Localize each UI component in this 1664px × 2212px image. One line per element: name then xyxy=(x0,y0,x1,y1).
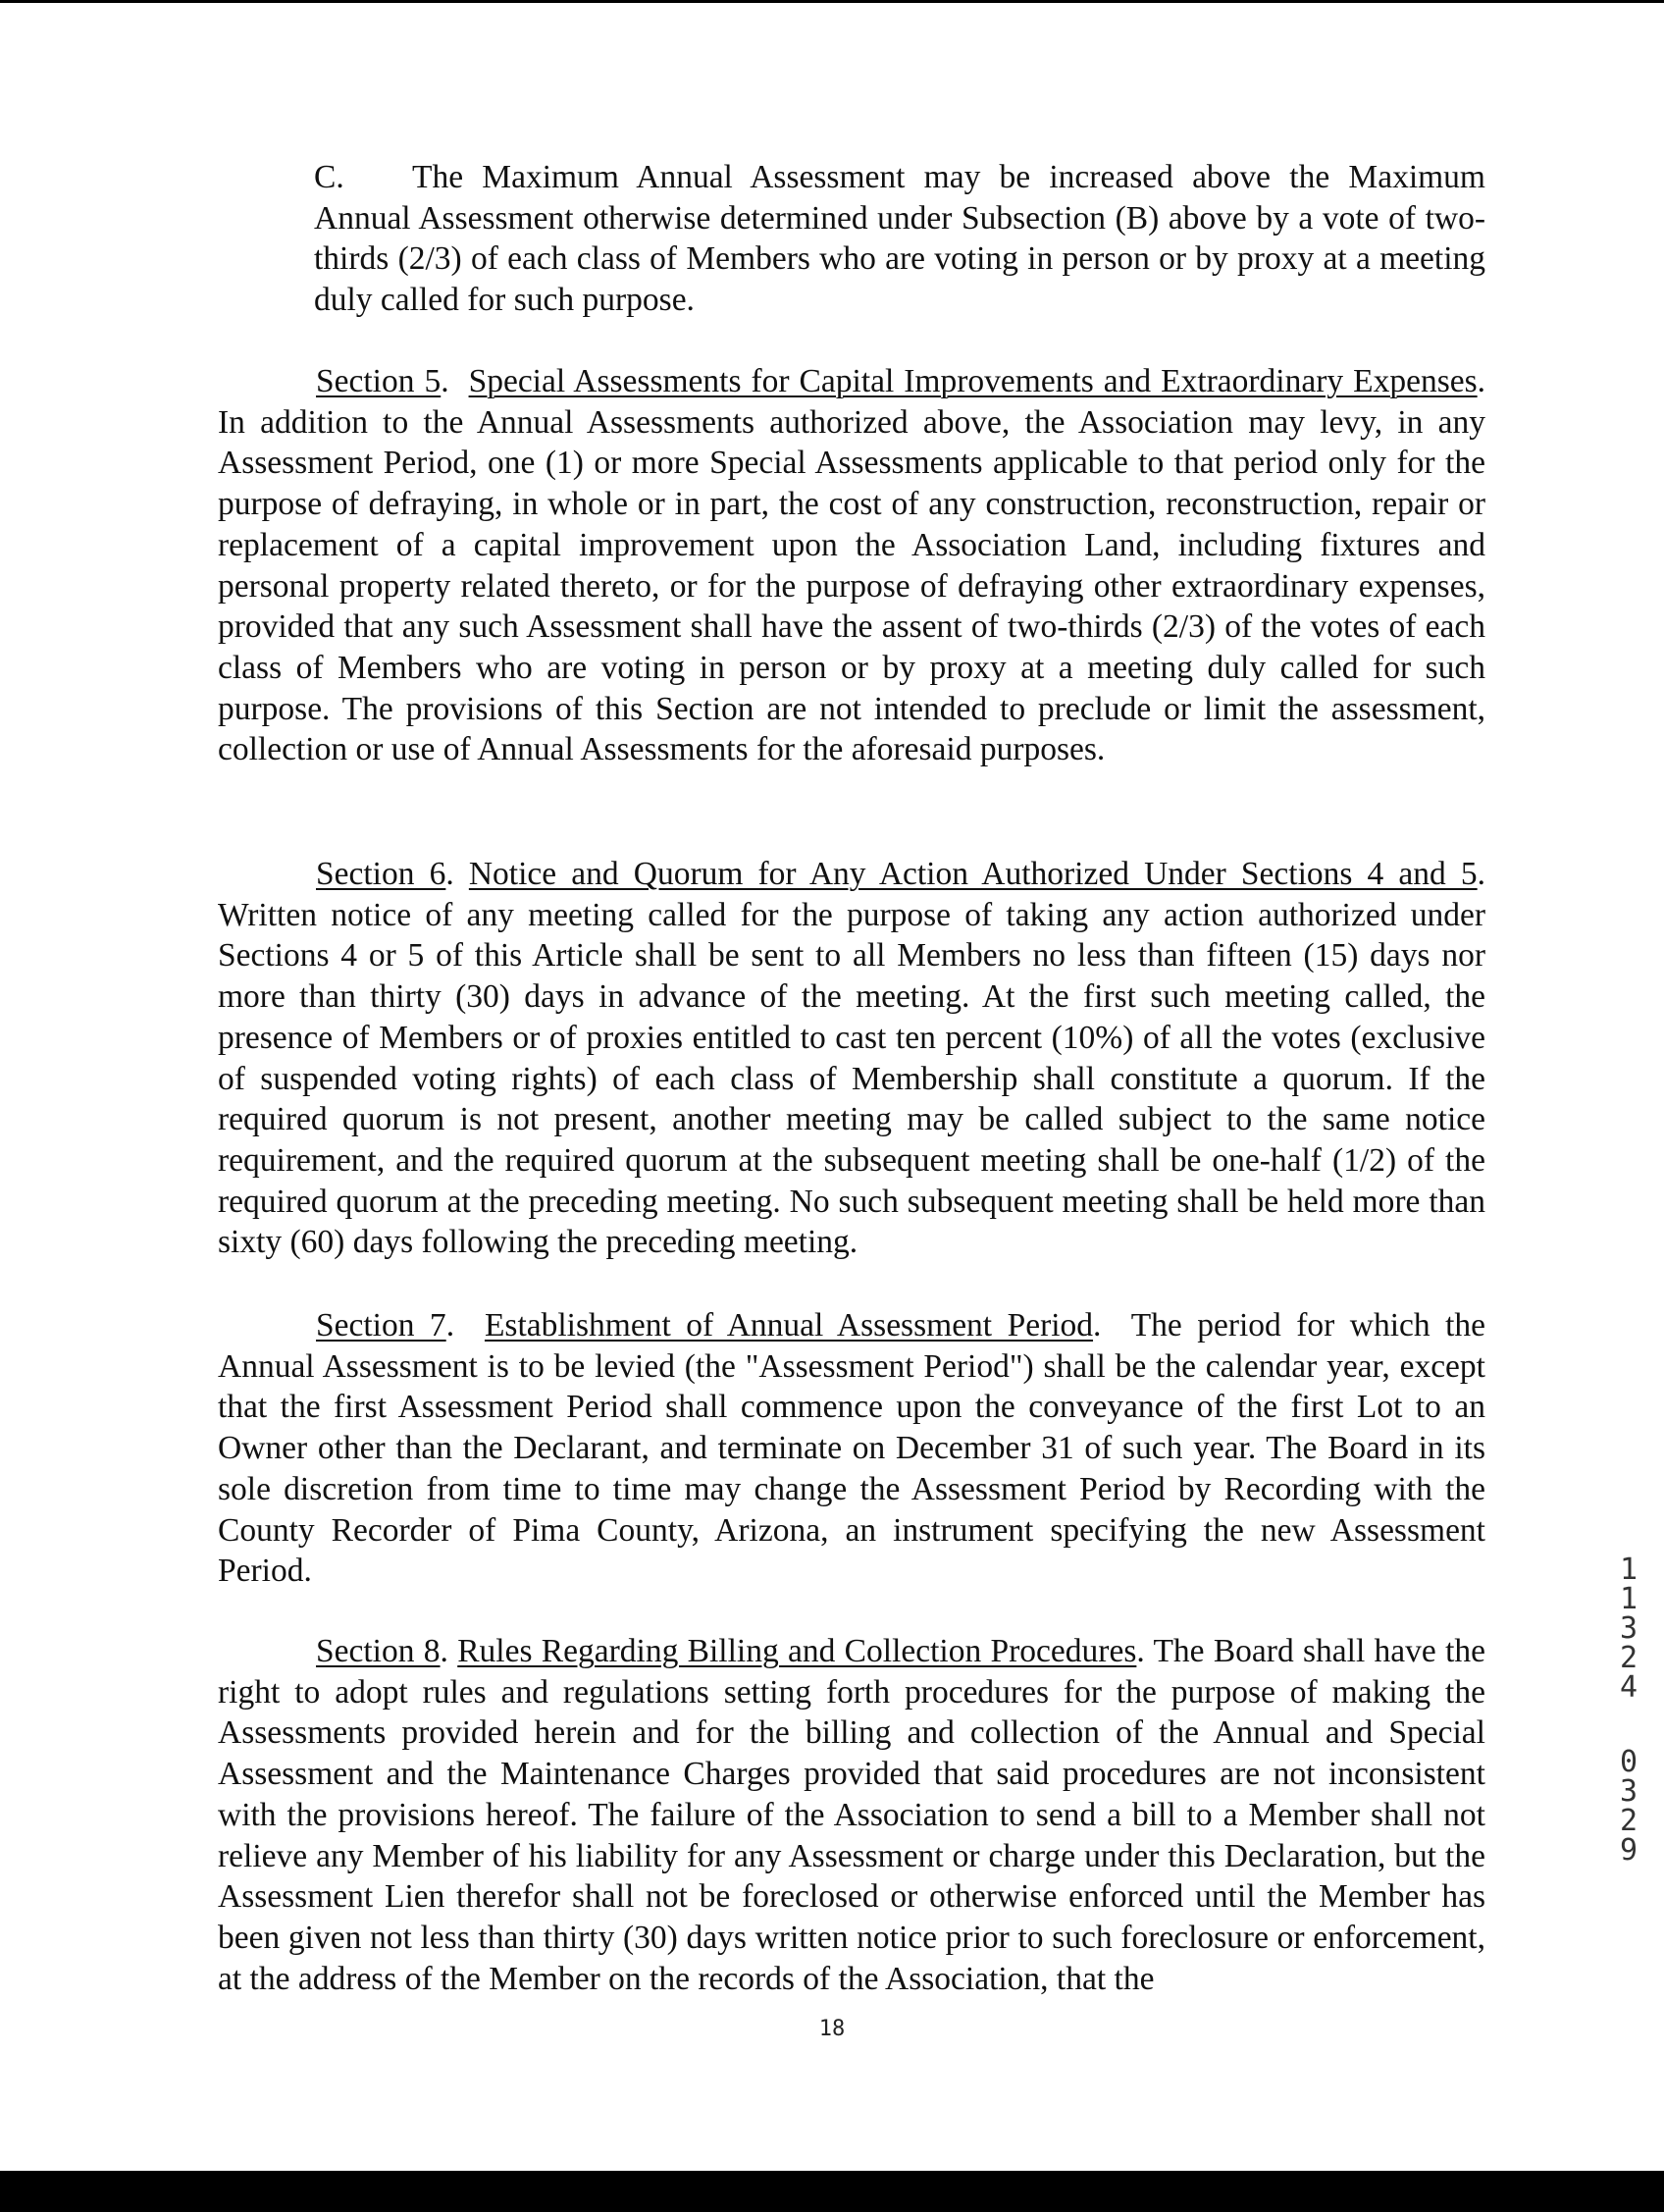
docket-digit: 3 xyxy=(1619,1611,1638,1646)
bottom-scan-band xyxy=(0,2171,1664,2212)
docket-digit: 9 xyxy=(1619,1833,1638,1868)
docket-digit: 2 xyxy=(1619,1804,1638,1838)
section-5: Section 5. Special Assessments for Capital Improvements and Extraordinary Expenses. In addition to the Annual Assessments authorized above, the Association may levy, in any Assessment Period, one (1) or more Special Assessments applicable to that period only for the purpose of defraying, in whole or in part, the cost of any construction, reconstruction, repair or replacement of a capital improvement upon the Association Land, including fixtures and personal property related thereto, or for the purpose of defraying other extraordinary expenses, provided that any such Assessment shall have the assent of two-thirds (2/3) of the votes of each class of Members who are voting in person or by proxy at a meeting duly called for such purpose. The provisions of this Section are not intended to preclude or limit the assessment, collection or use of Annual Assessments for the aforesaid purposes. xyxy=(218,363,1486,768)
section-6-number: Section 6 xyxy=(316,856,446,892)
section-6-title: Notice and Quorum for Any Action Authorized Under Sections 4 and 5 xyxy=(468,856,1478,892)
paragraph-c-label: C. xyxy=(314,159,344,195)
section-5-body: In addition to the Annual Assessments authorized above, the Association may levy, in any Assessment Period, one (1) or more Special Assessments applicable to that period only for the purpose of defraying, in whole or in part, the cost of any construction, reconstruction, repair or replacement of a capital improvement upon the Association Land, including fixtures and personal property related thereto, or for the purpose of defraying other extraordinary expenses, provided that any such Assessment shall have the assent of two-thirds (2/3) of the votes of each class of Members who are voting in person or by proxy at a meeting duly called for such purpose. The provisions of this Section are not intended to preclude or limit the assessment, collection or use of Annual Assessments for the aforesaid purposes. xyxy=(218,403,1485,768)
paragraph-c xyxy=(314,157,1485,321)
docket-digit: 0 xyxy=(1619,1745,1638,1779)
paragraph-c-text: The Maximum Annual Assessment may be increased above the Maximum Annual Assessment otherwise determined under Subsection (B) above by a vote of two-thirds (2/3) of each class of Members who are voting in person or by proxy at a meeting duly called for such purpose. xyxy=(314,159,1485,319)
docket-stamp-group-1 xyxy=(1612,1555,1645,1703)
section-6: Section 6. Notice and Quorum for Any Action Authorized Under Sections 4 and 5. Written notice of any meeting called for the purpose of taking any action authorized under Sections 4 or 5 of this Article shall be sent to all Members no less than fifteen (15) days nor more than thirty (30) days in advance of the meeting. At the first such meeting called, the presence of Members or of proxies entitled to cast ten percent (10%) of all the votes (exclusive of suspended voting rights) of each class of Membership shall constitute a quorum. If the required quorum is not present, another meeting may be called subject to the same notice requirement, and the required quorum at the subsequent meeting shall be one-half (1/2) of the required quorum at the preceding meeting. No such subsequent meeting shall be held more than sixty (60) days following the preceding meeting. xyxy=(218,856,1486,1261)
section-5-number: Section 5 xyxy=(316,363,442,399)
section-7-title: Establishment of Annual Assessment Period xyxy=(484,1307,1094,1343)
section-6-body: Written notice of any meeting called for the purpose of taking any action authorized under Sections 4 or 5 of this Article shall be sent to all Members no less than fifteen (15) days nor more than thirty (30) days in advance of the meeting. At the first such meeting called, the presence of Members or of proxies entitled to cast ten percent (10%) of all the votes (exclusive of suspended voting rights) of each class of Membership shall constitute a quorum. If the required quorum is not present, another meeting may be called subject to the same notice requirement, and the required quorum at the subsequent meeting shall be one-half (1/2) of the required quorum at the preceding meeting. No such subsequent meeting shall be held more than sixty (60) days following the preceding meeting. xyxy=(218,896,1485,1261)
docket-digit: 3 xyxy=(1619,1774,1638,1809)
page-number: 18 xyxy=(818,2017,846,2041)
docket-digit: 1 xyxy=(1619,1582,1638,1616)
section-8: Section 8. Rules Regarding Billing and Collection Procedures. The Board shall have the right to adopt rules and regulations setting forth procedures for the purpose of making the Assessments provided herein and for the billing and collection of the Annual and Special Assessment and the Maintenance Charges provided that said procedures are not inconsistent with the provisions hereof. The failure of the Association to send a bill to a Member shall not relieve any Member of his liability for any Assessment or charge under this Declaration, but the Assessment Lien therefor shall not be foreclosed or otherwise enforced until the Member has been given not less than thirty (30) days written notice prior to such foreclosure or enforcement, at the address of the Member on the records of the Association, that the xyxy=(218,1633,1486,1997)
section-5-title: Special Assessments for Capital Improvements and Extraordinary Expenses xyxy=(468,363,1478,399)
docket-stamp-group-2 xyxy=(1612,1745,1645,1868)
docket-digit: 1 xyxy=(1619,1553,1638,1587)
margin-docket-stamp xyxy=(1612,1555,1645,1866)
section-8-title: Rules Regarding Billing and Collection Procedures xyxy=(457,1633,1137,1669)
section-7: Section 7. Establishment of Annual Assessment Period. The period for which the Annual Assessment is to be levied (the "Assessment Period") shall be the calendar year, except that the first Assessment Period shall commence upon the conveyance of the first Lot to an Owner other than the Declarant, and terminate on December 31 of such year. The Board in its sole discretion from time to time may change the Assessment Period by Recording with the County Recorder of Pima County, Arizona, an instrument specifying the new Assessment Period. xyxy=(218,1307,1486,1590)
section-7-number: Section 7 xyxy=(316,1307,446,1343)
section-8-body: The Board shall have the right to adopt rules and regulations setting forth procedures for the purpose of making the Assessments provided herein and for the billing and collection of the Annual and Special Assessment and the Maintenance Charges provided that said procedures are not inconsistent with the provisions hereof. The failure of the Association to send a bill to a Member shall not relieve any Member of his liability for any Assessment or charge under this Declaration, but the Assessment Lien therefor shall not be foreclosed or otherwise enforced until the Member has been given not less than thirty (30) days written notice prior to such foreclosure or enforcement, at the address of the Member on the records of the Association, that the xyxy=(218,1633,1486,1997)
docket-digit: 4 xyxy=(1619,1670,1638,1705)
docket-digit: 2 xyxy=(1619,1641,1638,1675)
section-8-number: Section 8 xyxy=(316,1633,441,1669)
section-7-body: The period for which the Annual Assessment is to be levied (the "Assessment Period") shall be the calendar year, except that the first Assessment Period shall commence upon the conveyance of the first Lot to an Owner other than the Declarant, and terminate on December 31 of such year. The Board in its sole discretion from time to time may change the Assessment Period by Recording with the County Recorder of Pima County, Arizona, an instrument specifying the new Assessment Period. xyxy=(218,1307,1486,1590)
top-scan-border xyxy=(0,0,1664,3)
